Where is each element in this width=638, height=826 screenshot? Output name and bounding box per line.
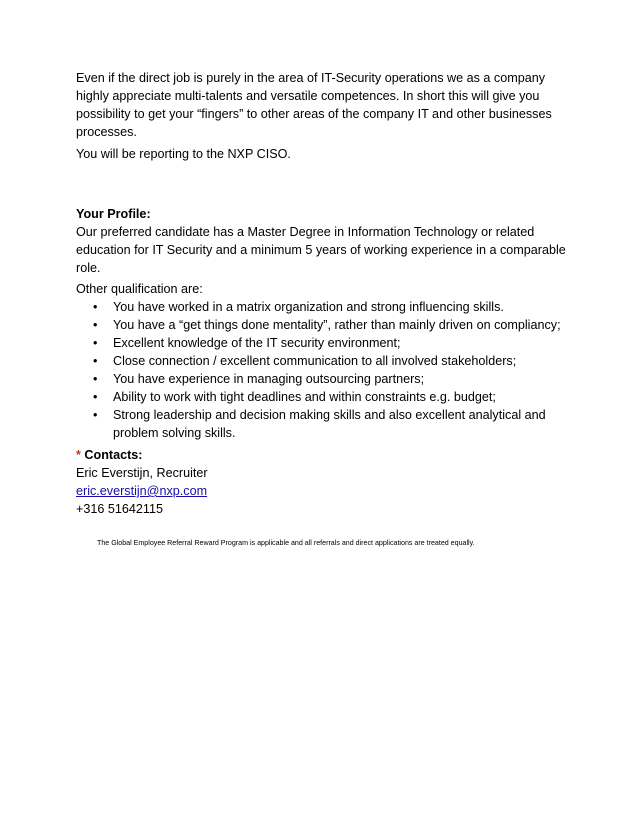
reporting-line: You will be reporting to the NXP CISO. <box>76 147 291 161</box>
bullet-icon: • <box>93 390 98 404</box>
list-item-text: Strong leadership and decision making skills and also excellent analytical and problem solving skills. <box>113 408 546 440</box>
contact-name: Eric Everstijn, Recruiter <box>76 466 208 480</box>
bullet-icon: • <box>93 354 98 368</box>
reporting-section <box>76 145 566 163</box>
list-item <box>76 316 566 334</box>
bullet-icon: • <box>93 318 98 332</box>
list-item-text: Close connection / excellent communication to all involved stakeholders; <box>113 354 517 368</box>
asterisk-icon: * <box>76 448 81 462</box>
referral-footnote: The Global Employee Referral Reward Program is applicable and all referrals and direct applications are treated equally. <box>97 539 475 547</box>
bullet-icon: • <box>93 372 98 386</box>
list-item <box>76 406 566 442</box>
qualifications-list <box>76 298 566 442</box>
list-item <box>76 334 566 352</box>
contacts-heading-text: Contacts: <box>84 448 143 462</box>
list-item-text: Ability to work with tight deadlines and within constraints e.g. budget; <box>113 390 496 404</box>
list-item <box>76 388 566 406</box>
profile-heading: Your Profile: <box>76 207 151 221</box>
contact-phone: +316 51642115 <box>76 502 163 516</box>
bullet-icon: • <box>93 336 98 350</box>
contacts-heading <box>76 446 566 464</box>
bullet-icon: • <box>93 300 98 314</box>
profile-text: Our preferred candidate has a Master Degree in Information Technology or related education for IT Security and a minimum 5 years of working experience in a comparable role. <box>76 225 566 275</box>
bullet-icon: • <box>93 408 98 422</box>
contacts-section <box>76 446 566 518</box>
intro-paragraph: Even if the direct job is purely in the area of IT-Security operations we as a company highly appreciate multi-talents and versatile competences. In short this will give you possibility to get your “fingers” to other areas of the company IT and other businesses processes. <box>76 71 552 139</box>
list-item <box>76 298 566 316</box>
intro-section <box>76 69 566 141</box>
qualifications-section <box>76 280 566 442</box>
list-item-text: You have worked in a matrix organization and strong influencing skills. <box>113 300 504 314</box>
list-item-text: You have a “get things done mentality”, rather than mainly driven on compliancy; <box>113 318 561 332</box>
profile-section <box>76 205 566 277</box>
list-item-text: Excellent knowledge of the IT security environment; <box>113 336 401 350</box>
list-item-text: You have experience in managing outsourcing partners; <box>113 372 425 386</box>
contact-email-link[interactable]: eric.everstijn@nxp.com <box>76 484 208 498</box>
list-item <box>76 370 566 388</box>
qualifications-intro: Other qualification are: <box>76 282 203 296</box>
list-item <box>76 352 566 370</box>
